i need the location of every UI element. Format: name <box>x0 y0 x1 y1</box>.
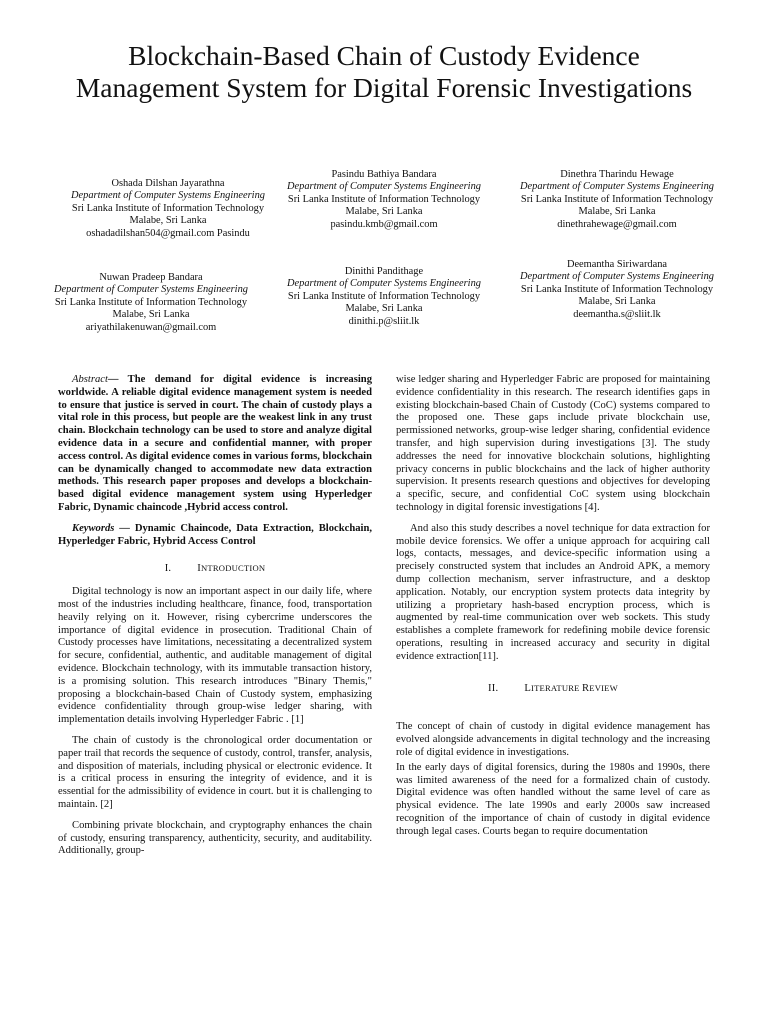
section-number: I. <box>164 563 172 575</box>
section-number: II. <box>488 682 499 694</box>
author-block <box>51 272 251 334</box>
paper-title: Blockchain-Based Chain of Custody Evidence Management System for Digital Forensic Investigations <box>75 40 693 103</box>
author-institution: Sri Lanka Institute of Information Technology <box>520 193 714 205</box>
section-heading-literature-review <box>396 682 710 696</box>
author-institution: Sri Lanka Institute of Information Technology <box>287 193 481 205</box>
author-name: Dinethra Tharindu Hewage <box>560 169 674 180</box>
author-city: Malabe, Sri Lanka <box>129 215 207 227</box>
author-name: Deemantha Siriwardana <box>566 259 668 270</box>
abstract-dash: — <box>107 374 128 385</box>
author-name: Dinithi Pandithage <box>344 266 424 277</box>
author-city: Malabe, Sri Lanka <box>345 206 423 218</box>
author-block <box>284 169 484 231</box>
author-city: Malabe, Sri Lanka <box>578 206 656 218</box>
keywords-text: — Dynamic Chaincode, Data Extraction, Blockchain, Hyperledger Fabric, Hybrid Access Control <box>58 522 372 547</box>
section-heading-introduction <box>58 562 372 576</box>
author-block <box>68 178 268 240</box>
author-name: Nuwan Pradeep Bandara <box>99 272 203 283</box>
heading-rest: EVIEW <box>589 682 618 693</box>
author-email: dinethrahewage@gmail.com <box>557 218 677 230</box>
author-institution: Sri Lanka Institute of Information Technology <box>520 283 714 295</box>
author-block <box>517 259 717 321</box>
right-column <box>396 374 710 847</box>
author-dept: Department of Computer Systems Engineering <box>520 181 714 193</box>
author-name: Oshada Dilshan Jayarathna <box>111 178 225 189</box>
author-city: Malabe, Sri Lanka <box>112 309 190 321</box>
author-email: dinithi.p@sliit.lk <box>348 315 420 327</box>
author-city: Malabe, Sri Lanka <box>578 296 656 308</box>
paragraph: wise ledger sharing and Hyperledger Fabric are proposed for maintaining evidence confidentiality in this research. The research identifies gaps in existing blockchain-based Chain of Custody (CoC) systems compared to the proposed one. These gaps include private blockchain use, permissioned networks, group-wise ledger sharing, confidential evidence transfer, and high supervision during investigations [3]. The study addresses the need for innovative blockchain solutions, highlighting privacy concerns in public blockchains and the lack of higher authority supervision. It presents research questions and objectives for developing a specific, secure, and confidential CoC system using blockchain technology in digital forensic investigations [4]. <box>396 374 710 513</box>
author-block <box>284 266 484 328</box>
left-column <box>58 374 372 866</box>
author-email: deemantha.s@sliit.lk <box>573 308 661 320</box>
author-institution: Sri Lanka Institute of Information Technology <box>71 202 265 214</box>
author-email: pasindu.kmb@gmail.com <box>330 218 438 230</box>
author-city: Malabe, Sri Lanka <box>345 303 423 315</box>
author-dept: Department of Computer Systems Engineering <box>287 278 481 290</box>
paragraph: Combining private blockchain, and cryptography enhances the chain of custody, ensuring transparency, authenticity, security, and auditability. Additionally, group- <box>58 819 372 857</box>
heading-initial: I <box>197 563 202 575</box>
abstract-label: Abstract <box>72 374 108 385</box>
author-dept: Department of Computer Systems Engineering <box>287 181 481 193</box>
author-dept: Department of Computer Systems Engineering <box>520 271 714 283</box>
paragraph: And also this study describes a novel technique for data extraction for mobile device forensics. We offer a unique approach for acquiring call logs, contacts, messages, and device-specific information using a precisely constructed system that includes an Android APK, a memory dump collection mechanism, server infrastructure, and a desktop application. Notably, our encryption system protects data integrity by utilizing a proprietary hash-based encryption process, which is augmented by real-time communication over web sockets. This study establishes a complete framework for redefining mobile device forensic operations, resulting in increased accuracy and security in digital evidence extraction[11]. <box>396 522 710 662</box>
author-block <box>517 169 717 231</box>
heading-rest: ITERATURE <box>531 682 582 693</box>
keywords <box>58 523 372 549</box>
keywords-label: Keywords <box>72 522 115 534</box>
heading-initial: L <box>524 682 532 694</box>
paragraph: The chain of custody is the chronological order documentation or paper trail that records the sequence of custody, control, transfer, analysis, and disposition of materials, including physical or electronic evidence. It is a critical process in ensuring the integrity of evidence, and it is essential for the admissibility of evidence in court. but it is challenging to maintain. [2] <box>58 734 372 810</box>
paragraph: The concept of chain of custody in digital evidence management has evolved alongside advancements in digital technology and the increasing role of digital evidence in investigations. <box>396 721 710 758</box>
paragraph: In the early days of digital forensics, during the 1980s and 1990s, there was limited awareness of the need for a formalized chain of custody. Digital evidence was often handled without the same level of care as physical evidence. The late 1990s and early 2000s saw increased recognition of the importance of chain of custody in digital evidence through legal cases. Courts began to require documentation <box>396 761 710 837</box>
abstract-text: The demand for digital evidence is increasing worldwide. A reliable digital evidence management system is needed to ensure that justice is served in court. The chain of custody plays a vital role in this process, but people are the weakest link in any trust chain. Blockchain technology can be used to store and analyze digital evidence data in a secure and confidential manner, with proper access control. As digital evidence comes in various forms, blockchain can be dynamically changed to accommodate new data extraction methods. This research paper proposes and develops a blockchain-based digital evidence management system using Hyperledger Fabric, Dynamic chaincode ,Hybrid access control. <box>58 374 372 513</box>
author-institution: Sri Lanka Institute of Information Technology <box>287 290 481 302</box>
author-institution: Sri Lanka Institute of Information Technology <box>54 296 248 308</box>
author-dept: Department of Computer Systems Engineering <box>54 284 248 296</box>
author-email: ariyathilakenuwan@gmail.com <box>85 321 217 333</box>
paragraph: Digital technology is now an important aspect in our daily life, where most of the industries including healthcare, finance, food, transportation heavily relying on it. However, rising cybercrime underscores the importance of digital evidence in prosecution. Traditional Chain of Custody processes have limitations, necessitating a decentralized system for secure, confidential, authentic, and auditable management of digital evidence. Blockchain technology, with its immutable transaction history, is a promising solution. This research introduces "Binary Themis," proposing a blockchain-based Chain of Custody system, emphasizing evidence confidentiality through group-wise ledger sharing, with implementation details involving Hyperledger Fabric . [1] <box>58 586 372 726</box>
heading-rest: NTRODUCTION <box>201 563 266 574</box>
author-name: Pasindu Bathiya Bandara <box>331 169 437 180</box>
heading-initial: R <box>581 682 590 694</box>
author-email: oshadadilshan504@gmail.com Pasindu <box>86 227 250 239</box>
abstract <box>58 374 372 515</box>
author-dept: Department of Computer Systems Engineering <box>71 190 265 202</box>
